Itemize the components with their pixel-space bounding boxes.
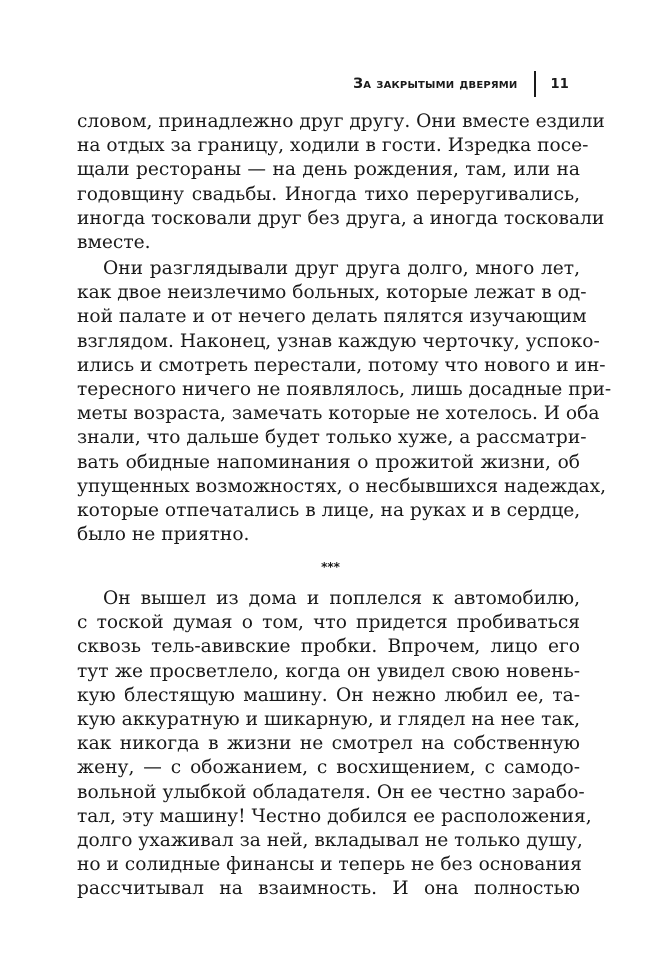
text-line: на отдых за границу, ходили в гости. Изредка посе-	[77, 135, 589, 157]
paragraph-3	[77, 587, 592, 901]
text-line: долго ухаживал за ней, вкладывал не только душу,	[77, 829, 583, 851]
text-line: Он вышел из дома и поплелся к автомобилю,	[103, 588, 580, 609]
running-title: За закрытыми дверями	[353, 76, 518, 92]
text-line: кую аккуратную и шикарную, и глядел на нее так,	[77, 708, 580, 730]
text-line: упущенных возможностях, о несбывшихся надеждах,	[77, 475, 606, 497]
text-line: меты возраста, замечать которые не хотелось. И оба	[77, 403, 600, 425]
text-line: было не приятно.	[77, 524, 250, 546]
text-line: вместе.	[77, 231, 151, 253]
text-line: Они разглядывали друг друга долго, много лет,	[103, 258, 580, 279]
text-line: взглядом. Наконец, узнав каждую черточку, успоко-	[77, 330, 600, 352]
text-line: тал, эту машину! Честно добился ее расположения,	[77, 805, 592, 827]
text-line: которые отпечатались в лице, на руках и в сердце,	[77, 499, 581, 521]
text-line: щали рестораны — на день рождения, там, или на	[77, 159, 580, 181]
text-line: но и солидные финансы и теперь не без основания	[77, 854, 582, 876]
page-header	[353, 70, 569, 98]
text-line: тут же просветлело, когда он увидел свою новень-	[77, 660, 580, 682]
text-line: словом, принадлежно друг другу. Они вместе ездили	[77, 111, 605, 132]
paragraph-2	[77, 257, 612, 547]
text-line: сквозь тель-авивские пробки. Впрочем, лицо его	[77, 636, 580, 658]
text-line: ились и смотреть перестали, потому что нового и ин-	[77, 354, 606, 376]
text-line: как двое неизлечимо больных, которые лежат в од-	[77, 282, 587, 304]
text-line: ной палате и от нечего делать пялятся изучающим	[77, 306, 587, 328]
text-line: жену, — с обожанием, с восхищением, с самодо-	[77, 757, 580, 779]
text-line: годовщину свадьбы. Иногда тихо переругивались,	[77, 183, 580, 205]
paragraph-1	[77, 110, 605, 255]
text-line: рассчитывал на взаимность. И она полностью	[77, 878, 580, 900]
text-line: вать обидные напоминания о прожитой жизни, об	[77, 451, 580, 473]
text-line: иногда тосковали друг без друга, а иногда тосковали	[77, 207, 605, 229]
page-number: 11	[550, 76, 569, 92]
text-line: кую блестящую машину. Он нежно любил ее, та-	[77, 684, 580, 706]
text-line: вольной улыбкой обладателя. Он ее честно зарабо-	[77, 781, 585, 803]
section-separator: ***	[321, 560, 340, 574]
header-divider	[534, 71, 536, 97]
text-line: с тоской думая о том, что придется пробиваться	[77, 612, 580, 634]
text-line: как никогда в жизни не смотрел на собственную	[77, 733, 580, 755]
text-line: знали, что дальше будет только хуже, а рассматри-	[77, 427, 587, 449]
text-line: тересного ничего не появлялось, лишь досадные при-	[77, 378, 612, 400]
